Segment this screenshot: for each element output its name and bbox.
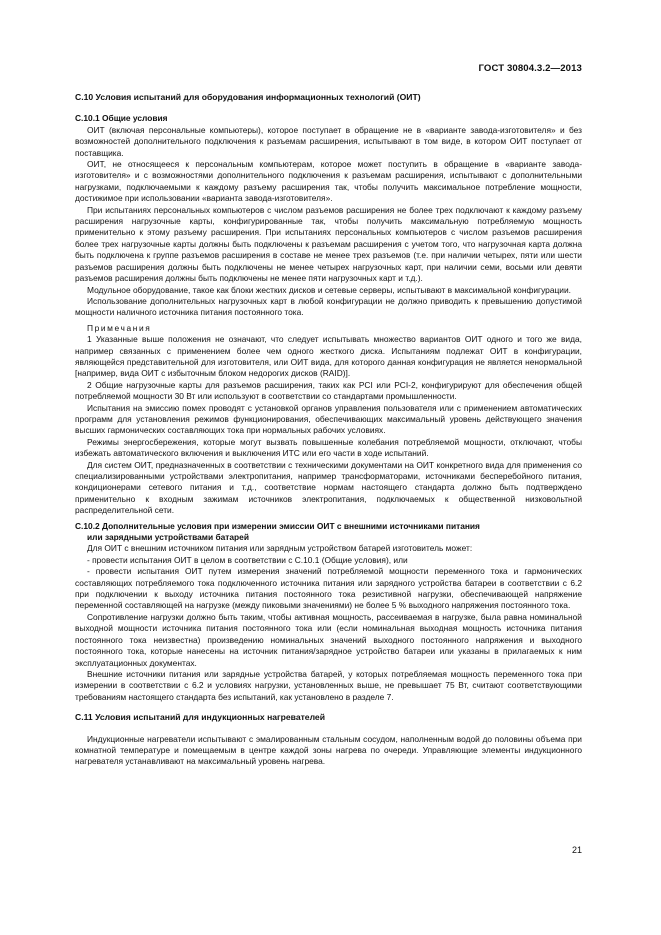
paragraph: Для систем ОИТ, предназначенных в соответствии с техническими документами на ОИТ конкретного вида для применения со специализированными устройствами электропитания, например трансформаторами, источниками бесперебойного питания, кондиционерами сетевого питания и т.д., соответствие нормам настоящего стандарта должно быть подтверждено применительно к входным зажимам источников электропитания, подключаемых к общественной низковольтной распределительной сети. bbox=[75, 459, 582, 516]
page-number: 21 bbox=[571, 845, 582, 855]
subsection-c10-2-title bbox=[75, 521, 582, 544]
note-item: 2 Общие нагрузочные карты для разъемов расширения, таких как PCI или PCI-2, конфигурируют для обеспечения общей потребляемой мощности 30 Вт или используют в соответствии со стандартами промышленности. bbox=[75, 379, 582, 402]
paragraph: Для ОИТ с внешним источником питания или зарядным устройством батарей изготовитель может: bbox=[87, 543, 473, 554]
paragraph: Режимы энергосбережения, которые могут вызвать повышенные колебания потребляемой мощности, отключают, чтобы избежать автоматического включения и выключения ИТС или его части в ходе испытаний. bbox=[75, 436, 582, 459]
paragraph: Испытания на эмиссию помех проводят с установкой органов управления пользователя или с применением автоматических программ для установления режимов функционирования, обеспечивающих максимальный уровень действующего значения высших гармонических составляющих тока при нормальных рабочих условиях. bbox=[75, 402, 582, 436]
section-c11-title: С.11 Условия испытаний для индукционных нагревателей bbox=[75, 712, 325, 723]
paragraph: Внешние источники питания или зарядные устройства батарей, у которых потребляемая мощность переменного тока при измерении в соответствии с 6.2 и условиях нагрузки, установленных выше, не превышает 75 Вт, считают соответствующими требованиям настоящего стандарта без испытаний, как установлено в разделе 7. bbox=[75, 668, 582, 702]
paragraph: Сопротивление нагрузки должно быть таким, чтобы активная мощность, рассеиваемая в нагрузке, была равна номинальной выходной мощности источника питания постоянного тока или (если номинальная выходная мощность источника питания постоянного тока неизвестна) произведению номинальных значений выходного постоянного напряжения и выходного постоянного тока, которые нанесены на источник питания/зарядное устройство батареи или указаны в прилагаемых к ним эксплуатационных документах. bbox=[75, 611, 582, 668]
document-body bbox=[75, 92, 582, 768]
paragraph: ОИТ (включая персональные компьютеры), которое поступает в обращение не в «варианте завода-изготовителя» и без возможностей дополнительного подключения к разъемам расширения, испытывают в том виде, в котором ОИТ поступает от поставщика. bbox=[75, 124, 582, 158]
subsection-title-line: С.10.2 Дополнительные условия при измерении эмиссии ОИТ с внешними источниками питания bbox=[75, 520, 480, 531]
list-item: - провести испытания ОИТ в целом в соответствии с С.10.1 (Общие условия), или bbox=[87, 554, 408, 565]
subsection-title-line: или зарядными устройствами батарей bbox=[87, 532, 249, 543]
section-c10-title: С.10 Условия испытаний для оборудования информационных технологий (ОИТ) bbox=[75, 92, 421, 102]
list-item: - провести испытания ОИТ путем измерения значений потребляемой мощности переменного тока и гармонических составляющих потребляемого тока подключенного источника питания или зарядного устройства батареи в соответствии с 6.2 при подключении к выходу источника питания постоянного тока резистивной нагрузки, обеспечивающей напряжение переменной составляющей на нагрузке (между пиковыми значениями) не более 5 % выходного напряжения постоянного тока. bbox=[75, 566, 582, 611]
paragraph: Модульное оборудование, такое как блоки жестких дисков и сетевые серверы, испытывают в максимальной конфигурации. bbox=[87, 284, 571, 295]
paragraph: Использование дополнительных нагрузочных карт в любой конфигурации не должно приводить к превышению допустимой мощности наличного источника питания постоянного тока. bbox=[75, 295, 582, 318]
subsection-c10-1-title: С.10.1 Общие условия bbox=[75, 113, 168, 124]
paragraph: ОИТ, не относящееся к персональным компьютерам, которое может поступить в обращение в «варианте завода-изготовителя» и с возможностями дополнительного подключения к разъемам расширения, испытывают с дополнительными нагрузками, подключаемыми к каждому разъему расширения так, чтобы получить максимальное потребление мощности, достижимое при использовании «варианта завода-изготовителя». bbox=[75, 159, 582, 204]
paragraph: Индукционные нагреватели испытывают с эмалированным стальным сосудом, наполненным водой до половины объема при комнатной температуре и помещаемым в центре каждой зоны нагрева по очереди. Управляющие элементы индукционного нагревателя устанавливают на максимальный уровень нагрева. bbox=[75, 733, 582, 767]
notes-label: Примечания bbox=[87, 322, 152, 333]
paragraph: При испытаниях персональных компьютеров с числом разъемов расширения не более трех подключают к каждому разъему расширения нагрузочные карты, конфигурированные так, чтобы получить максимальную потребляемую мощность применительно к этому разъему расширения. При испытаниях персональных компьютеров с числом разъемов расширения более трех нагрузочные карты должны быть подключены к разъемам расширения с учетом того, что нагрузочная карта должна быть подключена к группе разъемов расширения в составе не менее трех разъемов (т.е. при наличии четырех, пяти или шести разъемов расширения должны быть подключены не менее четырех нагрузочных карт, при наличии семи, восьми или девяти разъемов расширения должны быть подключены не менее пяти нагрузочных карт и т.д.). bbox=[75, 204, 582, 284]
note-item: 1 Указанные выше положения не означают, что следует испытывать множество вариантов ОИТ одного и того же вида, например связанных с применением более чем одного жесткого диска. Испытаниям подлежат ОИТ в конфигурации, являющейся представительной для изготовителя, или ОИТ вида, для которого данная конфигурация не является ненормальной [например, вида ОИТ с избыточным блоком недорогих дисков (RAID)]. bbox=[75, 334, 582, 379]
standard-header: ГОСТ 30804.3.2—2013 bbox=[478, 63, 582, 74]
